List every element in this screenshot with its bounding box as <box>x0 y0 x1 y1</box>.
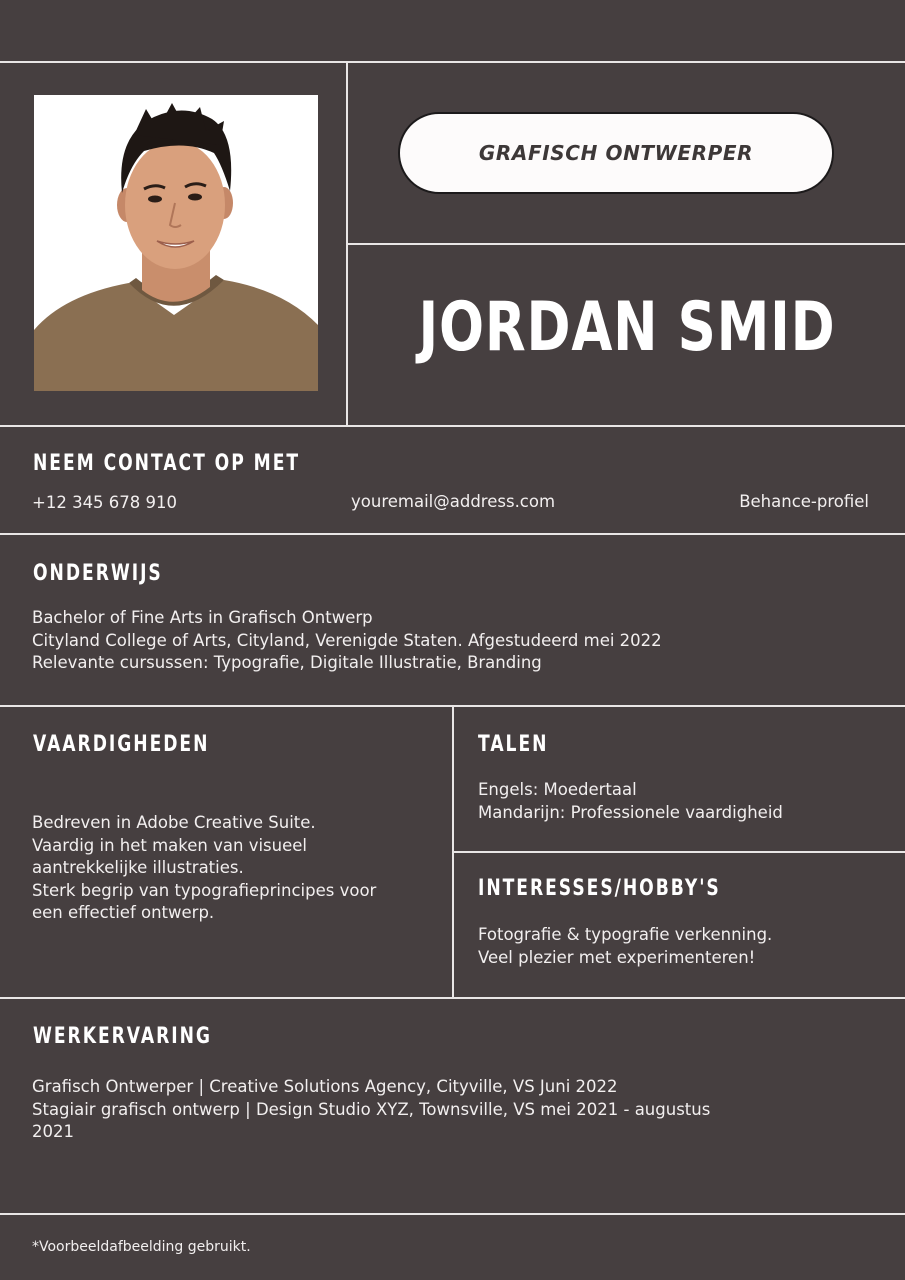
divider-experience-top <box>0 997 905 999</box>
contact-heading: NEEM CONTACT OP MET <box>33 451 301 476</box>
full-name: JORDAN SMID <box>418 288 836 367</box>
education-line: Cityland College of Arts, Cityland, Verenigde Staten. Afgestudeerd mei 2022 <box>32 630 662 650</box>
divider-header-middle <box>346 243 905 245</box>
interests-line: Fotografie & typografie verkenning. <box>478 925 773 944</box>
skills-line: een effectief ontwerp. <box>32 903 215 922</box>
education-details <box>32 607 662 675</box>
divider-education-top <box>0 533 905 535</box>
experience-details <box>32 1076 710 1144</box>
education-heading: ONDERWIJS <box>33 561 163 586</box>
experience-line: Stagiair grafisch ontwerp | Design Studio XYZ, Townsville, VS mei 2021 - augustus <box>32 1099 711 1119</box>
education-line: Bachelor of Fine Arts in Grafisch Ontwerp <box>32 608 373 627</box>
divider-contact-top <box>0 425 905 427</box>
skills-line: Vaardig in het maken van visueel <box>32 835 307 855</box>
skills-line: aantrekkelijke illustraties. <box>32 858 244 877</box>
divider-top <box>0 61 905 63</box>
experience-heading: WERKERVARING <box>33 1024 212 1049</box>
education-line: Relevante cursussen: Typografie, Digitale Illustratie, Branding <box>32 653 542 672</box>
job-title: GRAFISCH ONTWERPER <box>478 141 754 165</box>
interests-line: Veel plezier met experimenteren! <box>478 947 756 967</box>
contact-email: youremail@address.com <box>351 492 556 511</box>
experience-line: 2021 <box>32 1122 74 1141</box>
portrait-photo-icon <box>34 95 318 391</box>
contact-portfolio-link: Behance-profiel <box>739 492 869 511</box>
languages-heading: TALEN <box>478 732 549 757</box>
profile-photo <box>34 95 318 391</box>
languages-details <box>478 779 783 824</box>
skills-heading: VAARDIGHEDEN <box>33 732 210 757</box>
languages-line: Mandarijn: Professionele vaardigheid <box>478 802 783 822</box>
skills-line: Bedreven in Adobe Creative Suite. <box>32 813 316 832</box>
interests-details <box>478 924 772 969</box>
interests-heading: INTERESSES/HOBBY'S <box>478 876 721 901</box>
skills-line: Sterk begrip van typografieprincipes voor <box>32 880 377 900</box>
experience-line: Grafisch Ontwerper | Creative Solutions Agency, Cityville, VS Juni 2022 <box>32 1077 618 1096</box>
contact-phone: +12 345 678 910 <box>32 493 178 512</box>
footer-note: *Voorbeeldafbeelding gebruikt. <box>32 1239 251 1255</box>
languages-line: Engels: Moedertaal <box>478 780 637 799</box>
divider-footer-top <box>0 1213 905 1215</box>
job-title-pill <box>398 112 834 194</box>
skills-details <box>32 812 376 925</box>
divider-interests-top <box>452 851 905 853</box>
